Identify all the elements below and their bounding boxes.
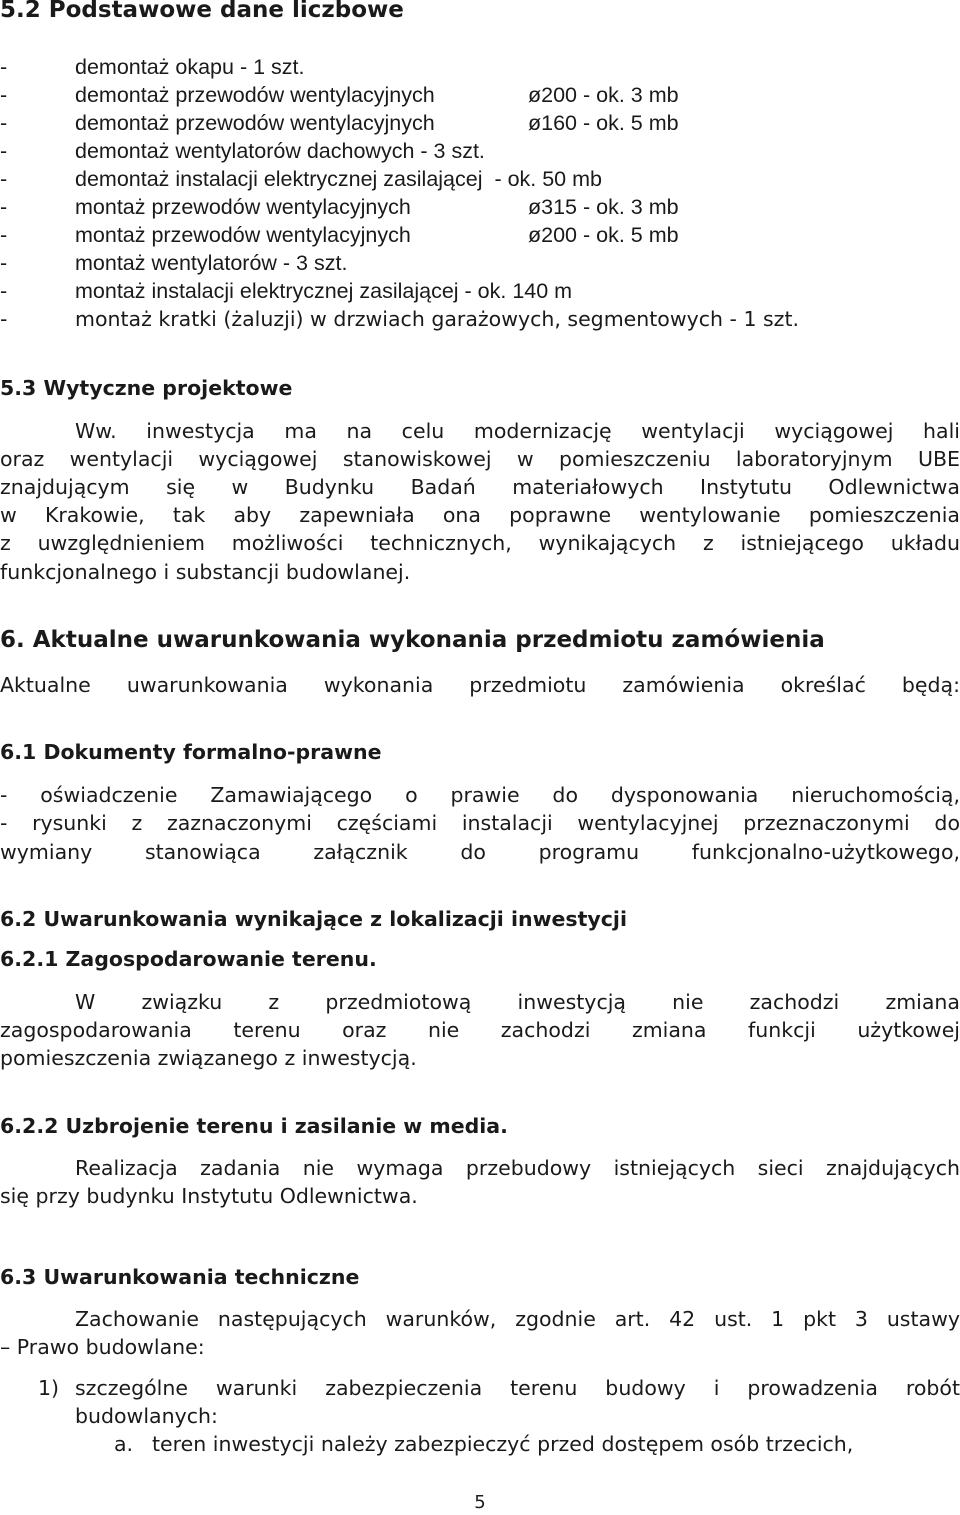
paragraph-line: Aktualne uwarunkowania wykonania przedmiotu zamówienia określać będą: (0, 673, 960, 697)
heading-6-1: 6.1 Dokumenty formalno-prawne (0, 740, 382, 764)
list-item-text: teren inwestycji należy zabezpieczyć przed dostępem osób trzecich, (152, 1432, 854, 1456)
list-item-text: demontaż wentylatorów dachowych - 3 szt. (75, 139, 485, 163)
paragraph-line: - rysunki z zaznaczonymi częściami instalacji wentylacyjnej przeznaczonymi do (0, 811, 960, 835)
list-item-text: montaż przewodów wentylacyjnych (75, 223, 411, 247)
list-item-dimension: ø160 - ok. 5 mb (528, 111, 679, 135)
heading-5-2: 5.2 Podstawowe dane liczbowe (0, 0, 404, 23)
list-item-text: szczególne warunki zabezpieczenia terenu budowy i prowadzenia robót (75, 1376, 960, 1400)
paragraph-line: zagospodarowania terenu oraz nie zachodzi zmiana funkcji użytkowej (0, 1018, 960, 1042)
paragraph-line: znajdującym się w Budynku Badań materiałowych Instytutu Odlewnictwa (0, 475, 960, 499)
heading-6-2: 6.2 Uwarunkowania wynikające z lokalizacji inwestycji (0, 907, 627, 931)
list-item-dimension: ø200 - ok. 5 mb (528, 223, 679, 247)
heading-5-3: 5.3 Wytyczne projektowe (0, 376, 293, 400)
list-item-text: demontaż przewodów wentylacyjnych (75, 83, 435, 107)
list-item-text: demontaż okapu - 1 szt. (75, 55, 305, 79)
paragraph-line: Zachowanie następujących warunków, zgodnie art. 42 ust. 1 pkt 3 ustawy (75, 1307, 960, 1331)
list-marker: 1) (38, 1376, 60, 1400)
list-item-dimension: ø200 - ok. 3 mb (528, 83, 679, 107)
list-item-text: montaż instalacji elektrycznej zasilającej - ok. 140 m (75, 279, 573, 303)
paragraph-line: Ww. inwestycja ma na celu modernizację wentylacji wyciągowej hali (75, 419, 960, 443)
paragraph-line: – Prawo budowlane: (0, 1335, 205, 1359)
document-page: 5.2 Podstawowe dane liczbowe - demontaż okapu - 1 szt. - demontaż przewodów wentylacyjnych ø200 - ok. 3 mb - demontaż przewodów wentylacyjnych ø160 - ok. 5 mb - demontaż wentylatorów dachowych - 3 szt. - demontaż instalacji elektrycznej zasilającej - ok. 50 mb - montaż przewodów wentylacyjnych ø315 - ok. 3 mb - montaż przewodów wentylacyjnych ø200 - ok. 5 mb - montaż wentylatorów - 3 szt. - montaż instalacji elektrycznej zasilającej - ok. 140 m - montaż kratki (żaluzji) w drzwiach garażowych, segmentowych - 1 szt. 5.3 Wytyczne projektowe Ww. inwestycja ma na celu modernizację wentylacji wyciągowej hali oraz wentylacji wyciągowej stanowiskowej w pomieszczeniu laboratoryjnym UBE znajdującym się w Budynku Badań materiałowych Instytutu Odlewnictwa w Krakowie, tak aby zapewniała ona poprawne wentylowanie pomieszczenia z uwzględnieniem możliwości technicznych, wynikających z istniejącego układu funkcjonalnego i substancji budowlanej. 6. Aktualne uwarunkowania wykonania przedmiotu zamówienia Aktualne uwarunkowania wykonania przedmiotu zamówienia określać będą: 6.1 Dokumenty formalno-prawne - oświadczenie Zamawiającego o prawie do dysponowania nieruchomością, - rysunki z zaznaczonymi częściami instalacji wentylacyjnej przeznaczonymi do wymiany stanowiąca załącznik do programu funkcjonalno-użytkowego, 6.2 Uwarunkowania wynikające z lokalizacji inwestycji 6.2.1 Zagospodarowanie terenu. W związku z przedmiotową inwestycją nie zachodzi zmiana zagospodarowania terenu oraz nie zachodzi zmiana funkcji użytkowej pomieszczenia związanego z inwestycją. 6.2.2 Uzbrojenie terenu i zasilanie w media. Realizacja zadania nie wymaga przebudowy istniejących sieci znajdujących się przy budynku Instytutu Odlewnictwa. 6.3 Uwarunkowania techniczne Zachowanie następujących warunków, zgodnie art. 42 ust. 1 pkt 3 ustawy – Prawo budowlane: 1) szczególne warunki zabezpieczenia terenu budowy i prowadzenia robót budowlanych: a. teren inwestycji należy zabezpieczyć przed dostępem osób trzecich, 5 (0, 0, 960, 1515)
list-item-text: demontaż przewodów wentylacyjnych (75, 111, 435, 135)
paragraph-line: pomieszczenia związanego z inwestycją. (0, 1046, 417, 1070)
list-item-dimension: ø315 - ok. 3 mb (528, 195, 679, 219)
paragraph-line: w Krakowie, tak aby zapewniała ona poprawne wentylowanie pomieszczenia (0, 503, 960, 527)
heading-6-2-1: 6.2.1 Zagospodarowanie terenu. (0, 947, 377, 971)
list-item-text: budowlanych: (75, 1404, 218, 1428)
paragraph-line: oraz wentylacji wyciągowej stanowiskowej w pomieszczeniu laboratoryjnym UBE (0, 447, 960, 471)
paragraph-line: W związku z przedmiotową inwestycją nie zachodzi zmiana (75, 990, 960, 1014)
paragraph-line: się przy budynku Instytutu Odlewnictwa. (0, 1184, 418, 1208)
heading-6: 6. Aktualne uwarunkowania wykonania przedmiotu zamówienia (0, 627, 825, 653)
page-number: 5 (474, 1492, 486, 1513)
paragraph-line: z uwzględnieniem możliwości technicznych, wynikających z istniejącego układu (0, 531, 960, 555)
heading-6-2-2: 6.2.2 Uzbrojenie terenu i zasilanie w media. (0, 1114, 508, 1138)
list-item-text: montaż wentylatorów - 3 szt. (75, 251, 348, 275)
heading-6-3: 6.3 Uwarunkowania techniczne (0, 1265, 360, 1289)
list-item-text: montaż kratki (żaluzji) w drzwiach garażowych, segmentowych - 1 szt. (75, 307, 799, 331)
list-item-text: montaż przewodów wentylacyjnych (75, 195, 411, 219)
paragraph-line: wymiany stanowiąca załącznik do programu funkcjonalno-użytkowego, (0, 840, 960, 864)
paragraph-line: Realizacja zadania nie wymaga przebudowy istniejących sieci znajdujących (75, 1156, 960, 1180)
list-item-text: demontaż instalacji elektrycznej zasilającej - ok. 50 mb (75, 167, 602, 191)
paragraph-line: funkcjonalnego i substancji budowlanej. (0, 560, 411, 584)
list-marker: a. (114, 1432, 134, 1456)
paragraph-line: - oświadczenie Zamawiającego o prawie do dysponowania nieruchomością, (0, 783, 960, 807)
